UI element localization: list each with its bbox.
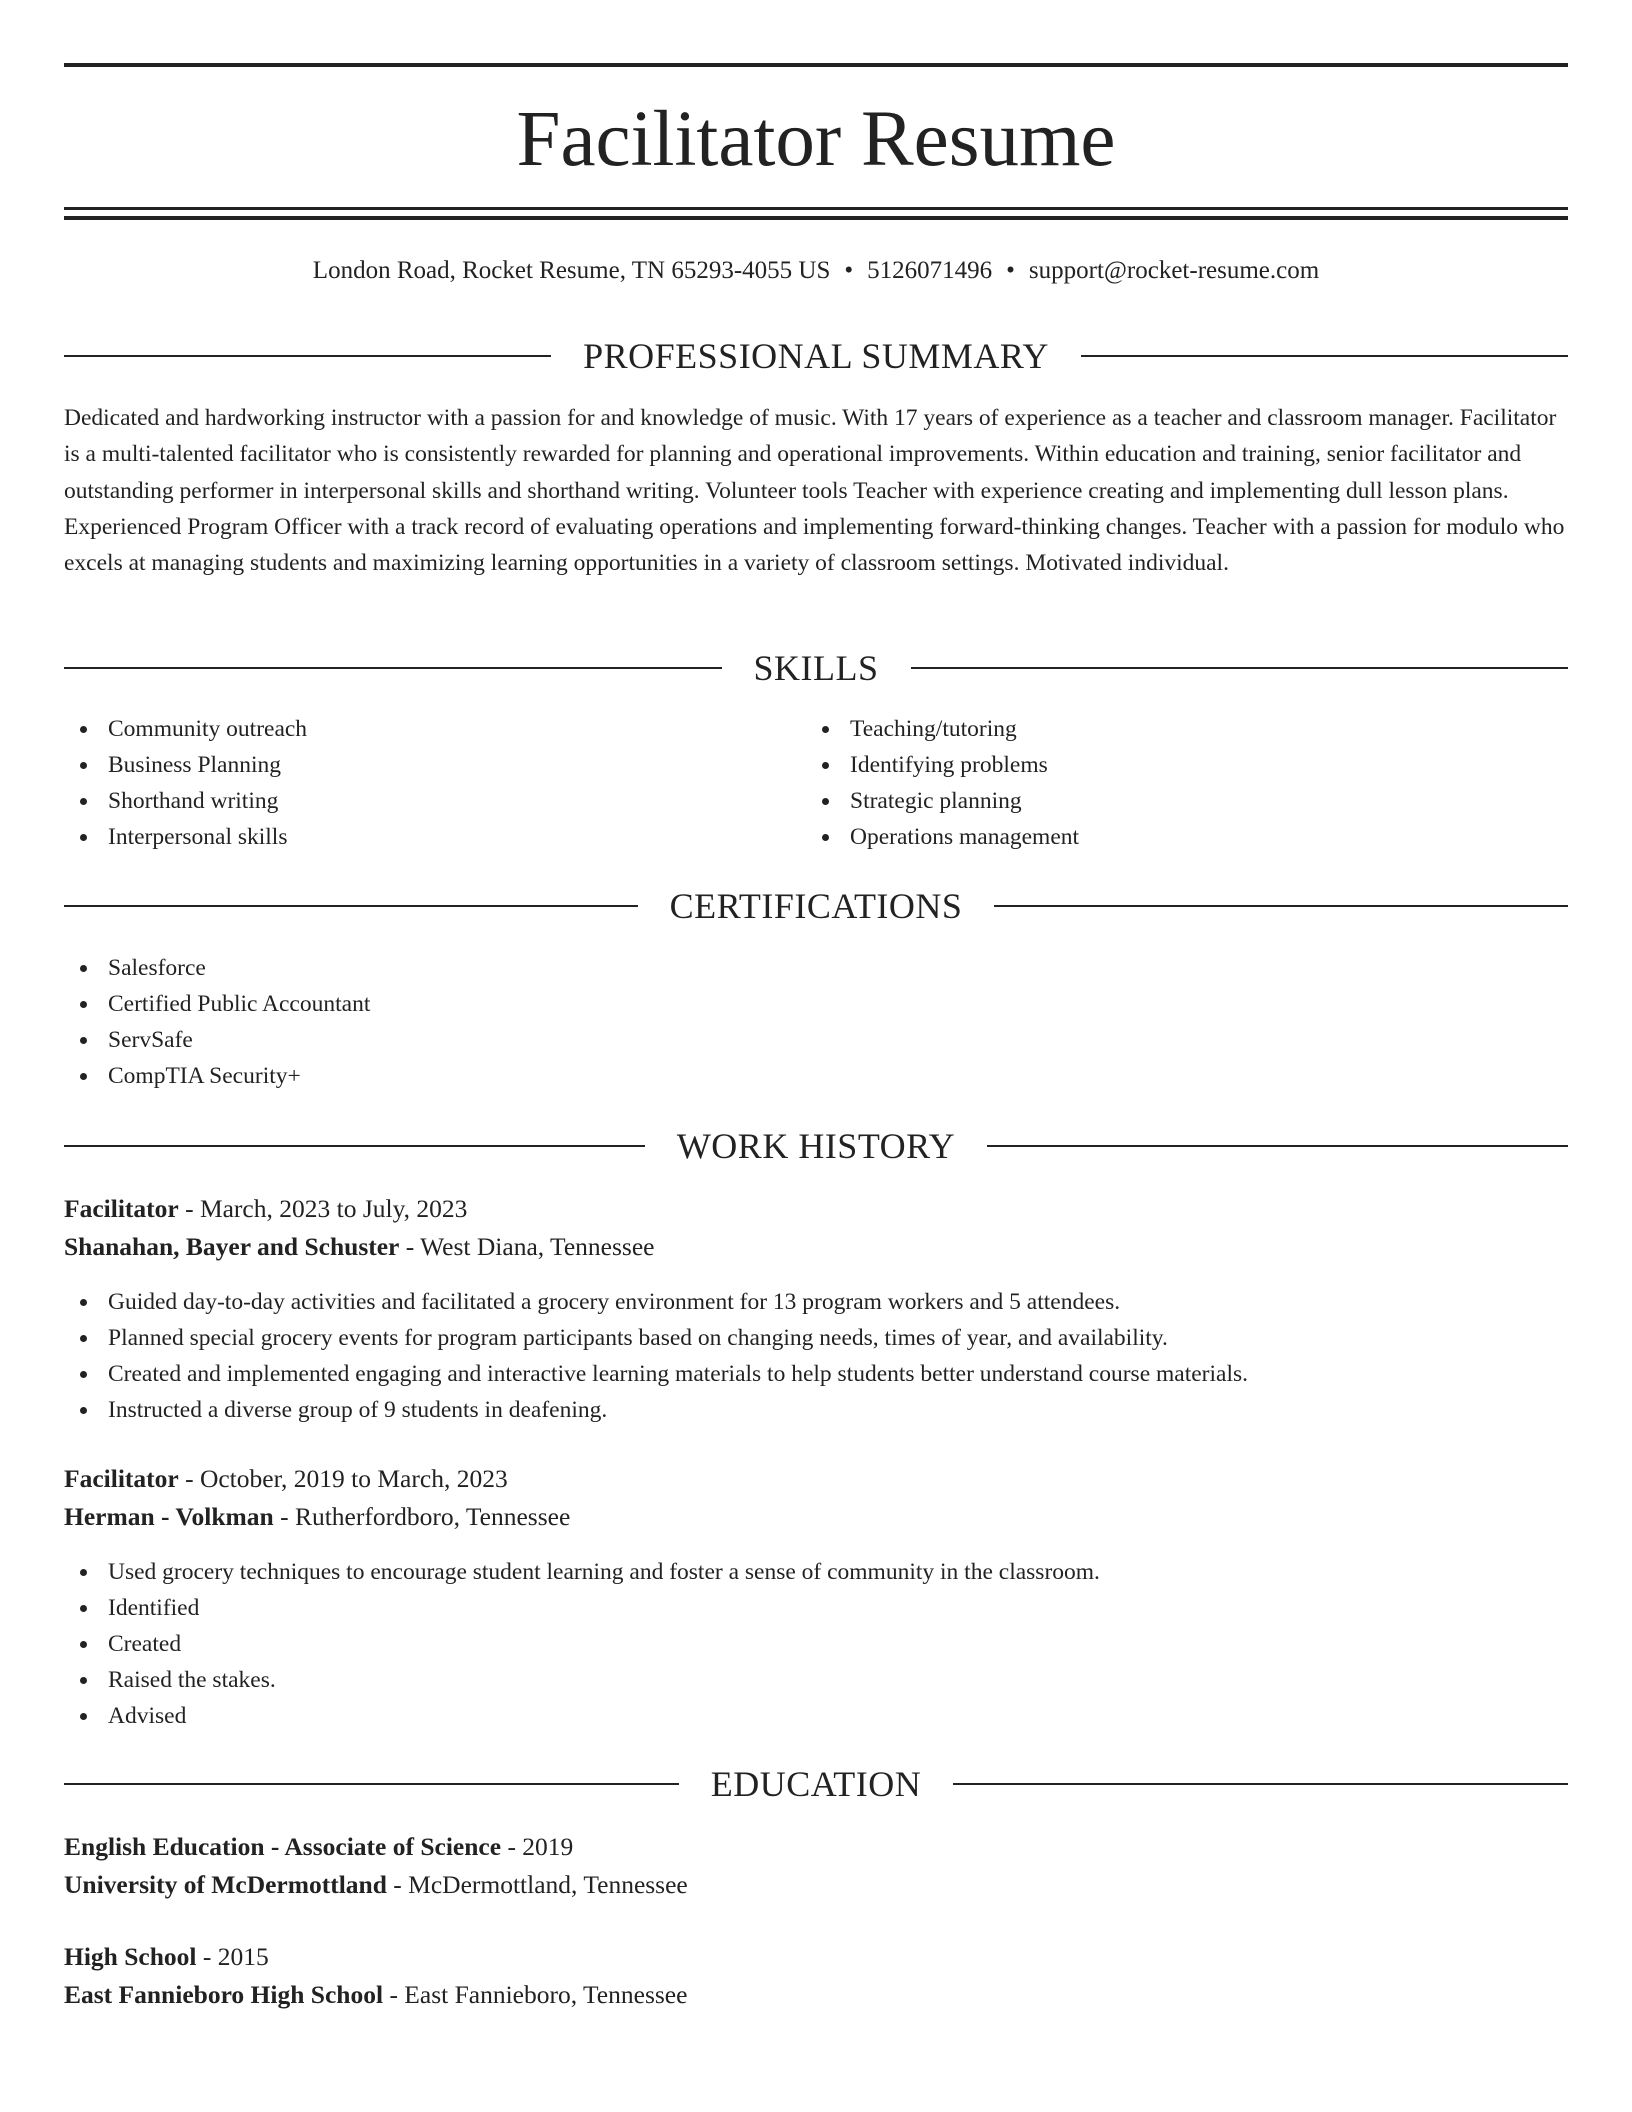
education-year: - 2015 bbox=[196, 1942, 269, 1971]
skills-heading: SKILLS bbox=[753, 648, 879, 688]
job-location: - Rutherfordboro, Tennessee bbox=[273, 1502, 571, 1531]
heading-rule bbox=[64, 667, 722, 669]
heading-rule bbox=[64, 1145, 645, 1147]
job-location: - West Diana, Tennessee bbox=[399, 1232, 655, 1261]
education-degree: High School bbox=[64, 1942, 197, 1971]
heading-rule bbox=[987, 1145, 1568, 1147]
job-title: Facilitator bbox=[64, 1464, 179, 1493]
summary-text: Dedicated and hardworking instructor with a passion for and knowledge of music. With 17 years of experience as a teacher and classroom manager. Facilitator is a multi-talented facilitator who is consistently rewarded for planning and operational improvements. Within education and training, senior facilitator and outstanding performer in interpersonal skills and shorthand writing. Volunteer tools Teacher with experience creating and implementing dull lesson plans. Experienced Program Officer with a track record of evaluating operations and implementing forward-thinking changes. Teacher with a passion for modulo who excels at managing students and maximizing learning opportunities in a variety of classroom settings. Motivated individual. bbox=[64, 405, 1565, 577]
skill-item: Business Planning bbox=[64, 747, 307, 783]
education-heading: EDUCATION bbox=[710, 1764, 922, 1804]
certification-item: ServSafe bbox=[64, 1022, 370, 1058]
skill-item: Identifying problems bbox=[806, 747, 1079, 783]
education-degree: English Education - Associate of Science bbox=[64, 1832, 502, 1861]
job-bullet: Identified bbox=[64, 1590, 1100, 1626]
contact-email: support@rocket-resume.com bbox=[1028, 257, 1320, 284]
skill-item: Interpersonal skills bbox=[64, 819, 307, 855]
work-section-heading bbox=[64, 1124, 1568, 1168]
heading-rule bbox=[911, 667, 1569, 669]
job-company: Shanahan, Bayer and Schuster bbox=[64, 1232, 400, 1261]
contact-address: London Road, Rocket Resume, TN 65293-4055 US bbox=[312, 257, 831, 284]
education-school-line bbox=[64, 1976, 687, 2014]
job-bullets bbox=[64, 1554, 1100, 1734]
job-bullet: Guided day-to-day activities and facilitated a grocery environment for 13 program workers and 5 attendees. bbox=[64, 1284, 1248, 1320]
certification-item: CompTIA Security+ bbox=[64, 1058, 370, 1094]
job-dates: - October, 2019 to March, 2023 bbox=[178, 1464, 508, 1493]
certification-item: Certified Public Accountant bbox=[64, 986, 370, 1022]
skill-item: Shorthand writing bbox=[64, 783, 307, 819]
job-bullet: Created bbox=[64, 1626, 1100, 1662]
education-section-heading bbox=[64, 1762, 1568, 1806]
skill-item: Strategic planning bbox=[806, 783, 1079, 819]
contact-line bbox=[64, 254, 1568, 288]
contact-separator: • bbox=[1006, 257, 1015, 284]
job-title-line bbox=[64, 1460, 508, 1498]
heading-rule bbox=[64, 355, 551, 357]
certifications-list bbox=[64, 950, 370, 1094]
certifications-heading: CERTIFICATIONS bbox=[669, 886, 963, 926]
job-title-line bbox=[64, 1190, 467, 1228]
education-location: - East Fannieboro, Tennessee bbox=[383, 1980, 688, 2009]
job-bullet: Planned special grocery events for program participants based on changing needs, times of year, and availability. bbox=[64, 1320, 1248, 1356]
skill-item: Operations management bbox=[806, 819, 1079, 855]
heading-rule bbox=[953, 1783, 1568, 1785]
education-school: University of McDermottland bbox=[64, 1870, 387, 1899]
certifications-section-heading bbox=[64, 884, 1568, 928]
education-school: East Fannieboro High School bbox=[64, 1980, 384, 2009]
job-bullet: Advised bbox=[64, 1698, 1100, 1734]
job-bullet: Instructed a diverse group of 9 students in deafening. bbox=[64, 1392, 1248, 1428]
job-bullet: Used grocery techniques to encourage student learning and foster a sense of community in the classroom. bbox=[64, 1554, 1100, 1590]
skill-item: Teaching/tutoring bbox=[806, 711, 1079, 747]
job-dates: - March, 2023 to July, 2023 bbox=[178, 1194, 468, 1223]
job-bullet: Raised the stakes. bbox=[64, 1662, 1100, 1698]
heading-rule bbox=[994, 905, 1568, 907]
education-degree-line bbox=[64, 1828, 573, 1866]
skills-list-right bbox=[806, 711, 1079, 855]
heading-rule bbox=[64, 1783, 679, 1785]
job-bullets bbox=[64, 1284, 1248, 1428]
page-title: Facilitator Resume bbox=[516, 96, 1116, 183]
job-company-line bbox=[64, 1498, 570, 1536]
contact-separator: • bbox=[844, 257, 854, 284]
summary-heading: PROFESSIONAL SUMMARY bbox=[583, 336, 1049, 376]
job-bullet: Created and implemented engaging and interactive learning materials to help students better understand course materials. bbox=[64, 1356, 1248, 1392]
job-company: Herman - Volkman bbox=[64, 1502, 274, 1531]
top-rule bbox=[64, 63, 1568, 67]
certification-item: Salesforce bbox=[64, 950, 370, 986]
education-location: - McDermottland, Tennessee bbox=[386, 1870, 688, 1899]
education-year: - 2019 bbox=[501, 1832, 574, 1861]
title-double-rule bbox=[64, 207, 1568, 220]
summary-section-heading bbox=[64, 334, 1568, 378]
skill-item: Community outreach bbox=[64, 711, 307, 747]
heading-rule bbox=[64, 905, 638, 907]
heading-rule bbox=[1081, 355, 1568, 357]
job-title: Facilitator bbox=[64, 1194, 179, 1223]
education-school-line bbox=[64, 1866, 688, 1904]
work-heading: WORK HISTORY bbox=[676, 1126, 956, 1166]
skills-section-heading bbox=[64, 646, 1568, 690]
job-company-line bbox=[64, 1228, 654, 1266]
contact-phone: 5126071496 bbox=[867, 257, 993, 284]
education-degree-line bbox=[64, 1938, 269, 1976]
skills-list-left bbox=[64, 711, 307, 855]
